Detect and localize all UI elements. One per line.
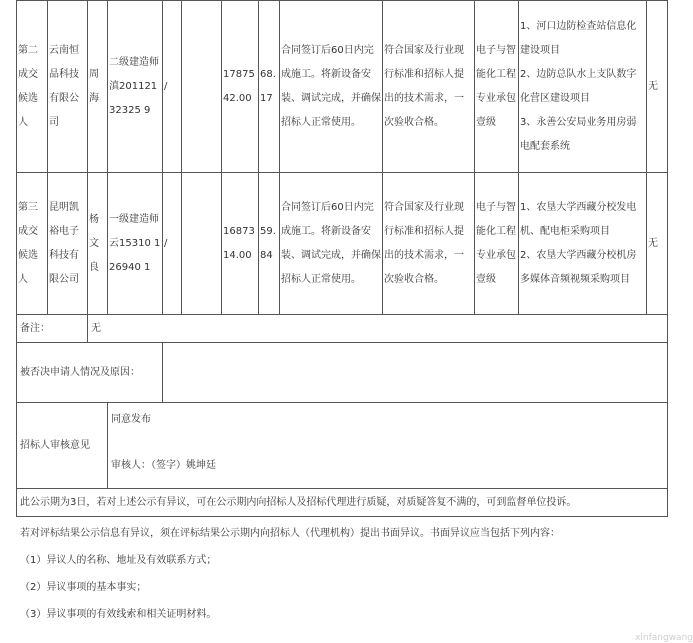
- candidate-table: [16, 0, 668, 517]
- remark: 无: [647, 1, 668, 173]
- review-opinion: 同意发布: [111, 414, 151, 425]
- objection-item: （3）异议事项的有效线索和相关证明材料。: [20, 609, 217, 620]
- quality-standard: 符合国家及行业现行标准和招标人提出的技术需求，一次验收合格。: [383, 173, 475, 315]
- watermark: xinfangwang: [635, 633, 693, 643]
- remarks-value: 无: [88, 315, 668, 343]
- certificate: 一级建造师云15310 126940 1: [108, 173, 163, 315]
- quality-standard: 符合国家及行业现行标准和招标人提出的技术需求，一次验收合格。: [383, 1, 475, 173]
- company-name: 昆明凯裕电子科技有限公司: [48, 173, 88, 315]
- empty-cell: [182, 173, 222, 315]
- objection-item: （1）异议人的名称、地址及有效联系方式；: [20, 555, 217, 566]
- project-manager: 杨文良: [88, 173, 108, 315]
- objection-text: [20, 520, 680, 628]
- qualification: 电子与智能化工程专业承包壹级: [475, 173, 519, 315]
- certificate: 二级建造师滇20112132325 9: [108, 1, 163, 173]
- remarks-label: 备注：: [17, 315, 88, 343]
- objection-intro: 若对评标结果公示信息有异议，须在评标结果公示期内向招标人（代理机构）提出书面异议。书面异议应当包括下列内容：: [20, 528, 560, 539]
- construction-period: 合同签订后60日内完成施工。将新设备安装、调试完成，并确保招标人正常使用。: [280, 1, 383, 173]
- company-name: 云南恒品科技有限公司: [48, 1, 88, 173]
- notice-row: [17, 489, 668, 517]
- review-label: 招标人审核意见: [17, 403, 108, 489]
- performance: 1、河口边防检查站信息化建设项目 2、边防总队水上支队数字化营区建设项目 3、永善公安局业务用房弱电配套系统: [519, 1, 647, 173]
- table-row: [17, 1, 668, 173]
- score: 59.84: [259, 173, 280, 315]
- rejected-row: [17, 343, 668, 403]
- performance: 1、农垦大学西藏分校发电机、配电柜采购项目 2、农垦大学西藏分校机房多媒体音频视频采购项目: [519, 173, 647, 315]
- remarks-row: [17, 315, 668, 343]
- review-row: [17, 403, 668, 489]
- review-value: [108, 403, 668, 489]
- empty-cell: [182, 1, 222, 173]
- reviewer-sign: 审核人：（签字）姚坤廷: [111, 460, 216, 471]
- rejected-label: 被否决申请人情况及原因：: [17, 343, 163, 403]
- project-manager: 周海: [88, 1, 108, 173]
- bid-price: 1687314.00: [222, 173, 259, 315]
- slash-cell: /: [163, 1, 182, 173]
- table-row: [17, 173, 668, 315]
- objection-item: （2）异议事项的基本事实；: [20, 582, 147, 593]
- slash-cell: /: [163, 173, 182, 315]
- candidate-rank: 第三成交候选人: [17, 173, 48, 315]
- bid-price: 1787542.00: [222, 1, 259, 173]
- score: 68.17: [259, 1, 280, 173]
- construction-period: 合同签订后60日内完成施工。将新设备安装、调试完成，并确保招标人正常使用。: [280, 173, 383, 315]
- qualification: 电子与智能化工程专业承包壹级: [475, 1, 519, 173]
- candidate-rank: 第二成交候选人: [17, 1, 48, 173]
- remark: 无: [647, 173, 668, 315]
- rejected-value: [163, 343, 668, 403]
- publicity-notice: 此公示期为3日，若对上述公示有异议，可在公示期内向招标人及招标代理进行质疑，对质疑答复不满的，可到监督单位投诉。: [17, 489, 668, 517]
